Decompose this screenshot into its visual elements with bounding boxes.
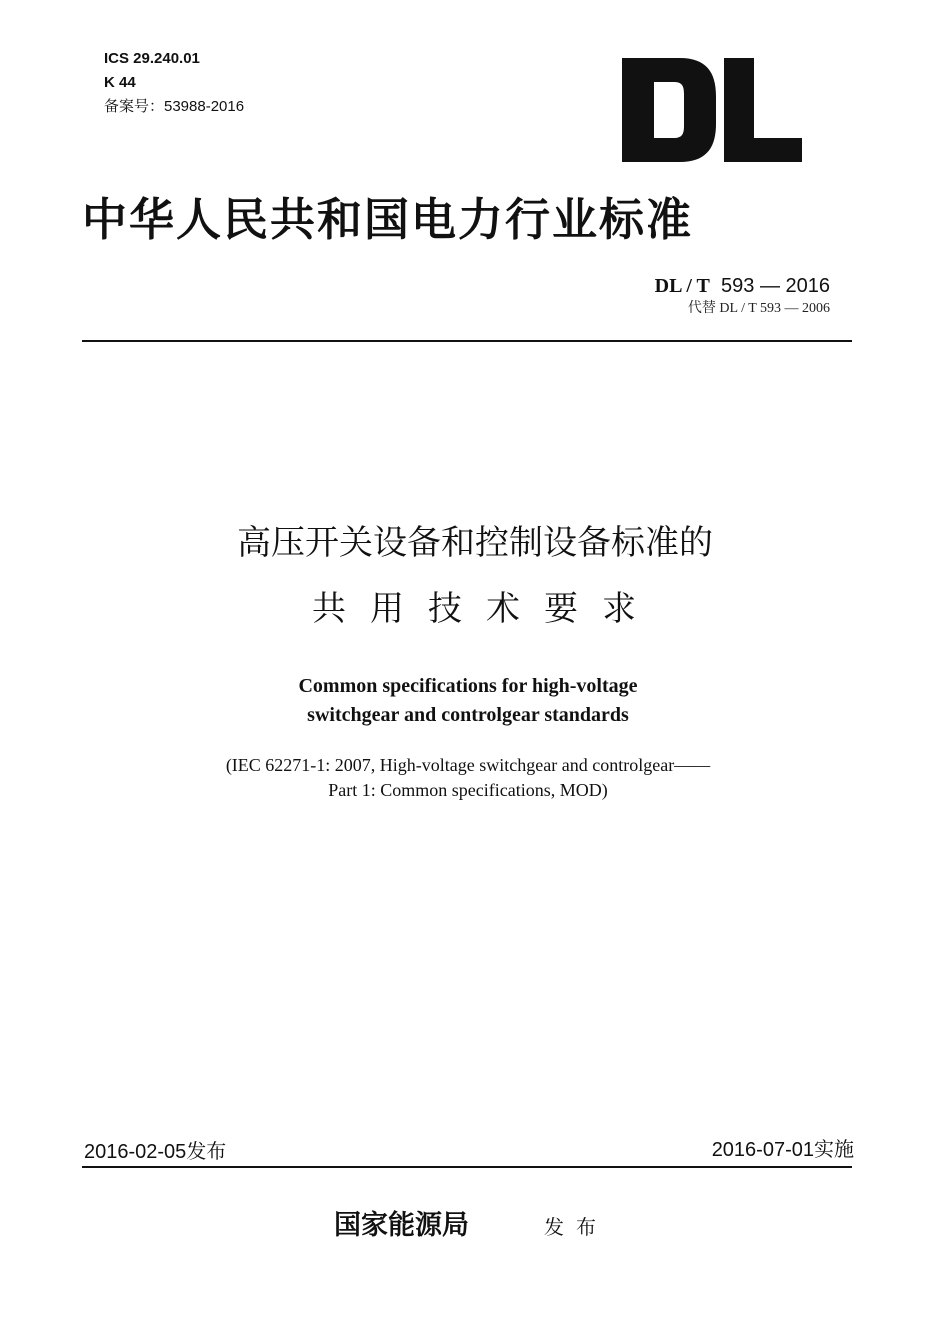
issuer-name: 国家能源局 [334,1210,469,1241]
title-en-line2: switchgear and controlgear standards [307,704,629,726]
title-cn-line1: 高压开关设备和控制设备标准的 [237,523,713,563]
standard-number [655,274,830,298]
standard-number-prefix: DL / T [654,275,710,297]
title-cn-line2: 共用技术要求 [312,589,660,629]
publish-label: 发布 [186,1139,227,1163]
publish-date [84,1138,226,1165]
ccs-code: K 44 [104,74,136,91]
issuer-action: 发布 [544,1215,608,1239]
standard-heading: 中华人民共和国电力行业标准 [82,193,694,246]
publish-date-value: 2016-02-05 [84,1141,187,1163]
record-number: 备案号：53988-2016 [104,98,245,115]
footer-divider [82,1166,852,1168]
effective-date-value: 2016-07-01 [711,1139,814,1161]
replaces-standard: 代替 DL / T 593 — 2006 [687,301,830,316]
standard-number-value: 593 — 2016 [721,275,830,297]
ics-code: ICS 29.240.01 [104,50,200,67]
dl-logo [618,54,804,166]
header-divider [82,340,852,342]
effective-label: 实施 [814,1137,854,1161]
iec-reference-line1: (IEC 62271-1: 2007, High-voltage switchgear and controlgear—— [225,755,711,775]
effective-date [712,1136,854,1163]
iec-reference-line2: Part 1: Common specifications, MOD) [328,780,608,800]
title-en-line1: Common specifications for high-voltage [298,675,638,697]
